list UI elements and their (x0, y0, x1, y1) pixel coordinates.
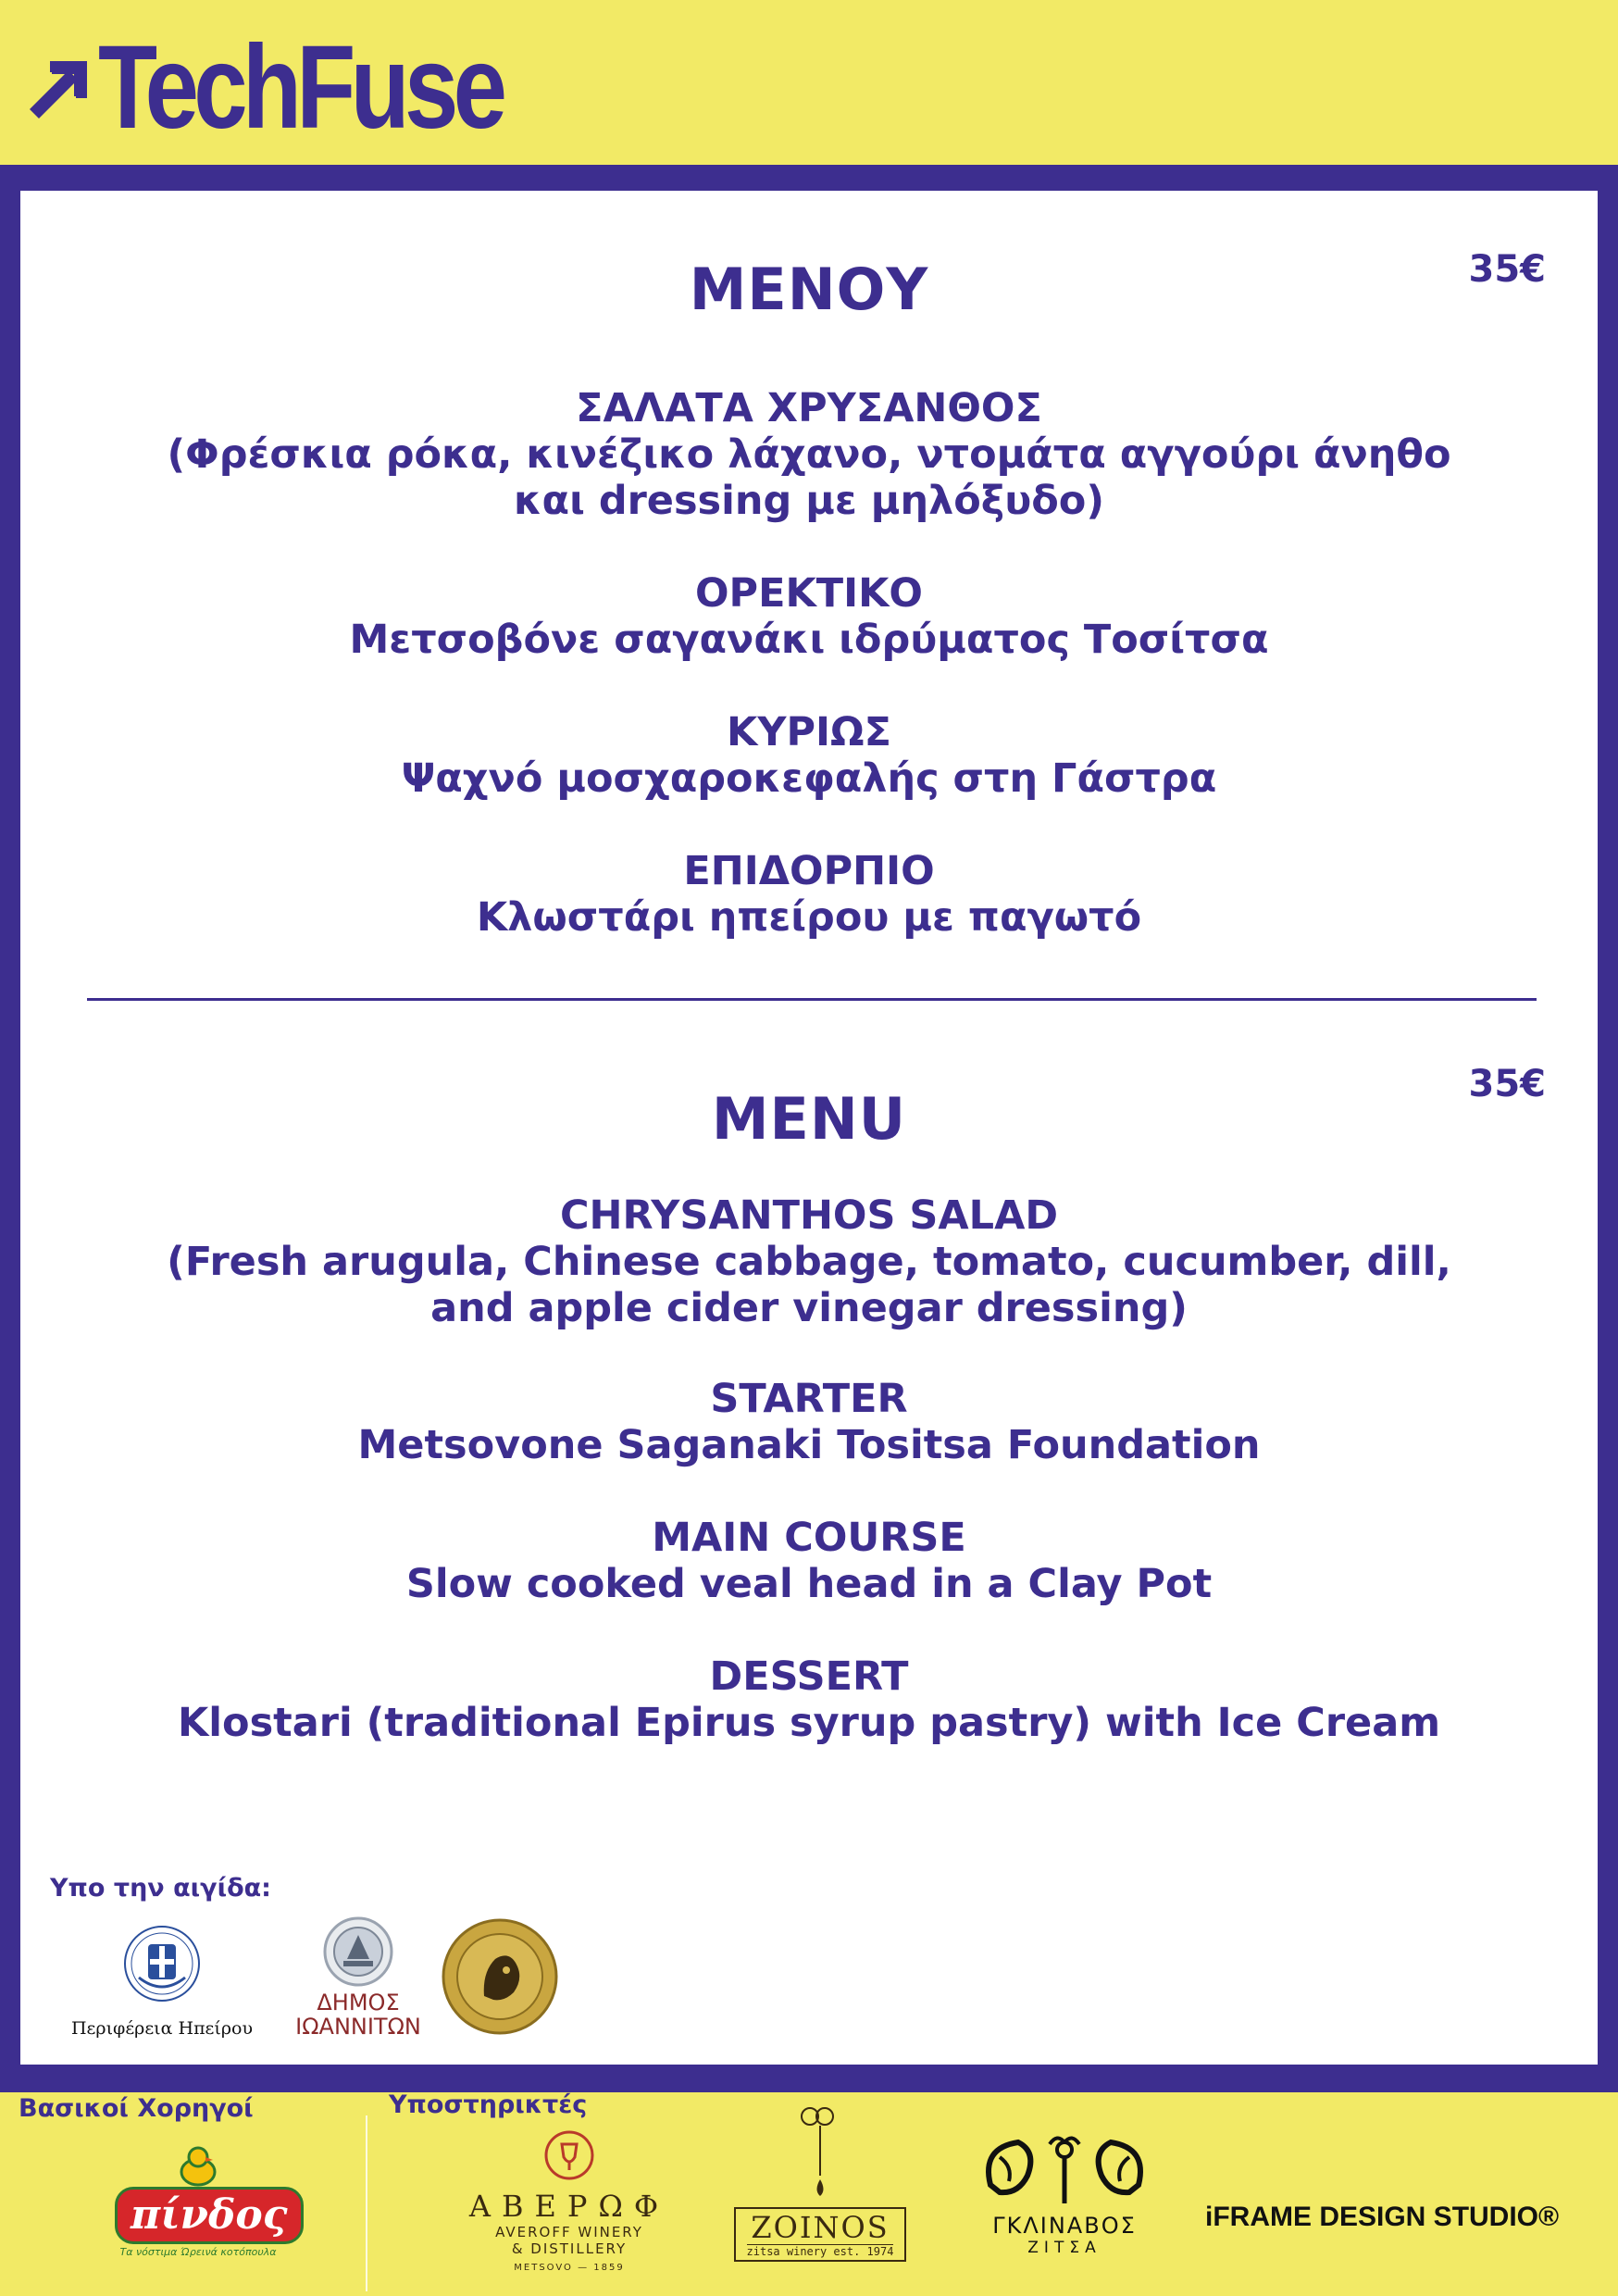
logo-caption: Περιφέρεια Ηπείρου (70, 2018, 254, 2039)
main-sponsors-label: Βασικοί Χορηγοί (19, 2094, 254, 2123)
course-description: Klostari (traditional Epirus syrup pastry) with Ice Cream (177, 1700, 1441, 1746)
chamber-logo (442, 1918, 562, 2039)
course-heading: ΕΠΙΔΟΡΠΙΟ (683, 848, 935, 894)
municipality-ioannina-logo (270, 1915, 446, 2063)
course-description: Κλωστάρι ηπείρου με παγωτό (476, 894, 1142, 941)
averoff-sub: METSOVO — 1859 (514, 2263, 625, 2273)
techfuse-logo (28, 21, 591, 154)
averoff-crest-icon (543, 2129, 595, 2181)
course-description: (Fresh arugula, Chinese cabbage, tomato, cucumber, dill, (167, 1239, 1451, 1285)
zoinos-box (734, 2207, 907, 2262)
zoinos-wordmark: ZOINOS (751, 2210, 890, 2245)
english-course-main (20, 1515, 1598, 1607)
averoff-wordmark: ΑΒΕΡΩΦ (468, 2189, 670, 2224)
pindos-logo (115, 2146, 288, 2276)
averoff-logo (454, 2129, 685, 2287)
municipality-seal-icon (321, 1915, 395, 1989)
english-course-salad (20, 1192, 1598, 1331)
header (0, 0, 1618, 165)
arrow-icon (28, 56, 93, 120)
english-course-starter (20, 1376, 1598, 1468)
course-description: Slow cooked veal head in a Clay Pot (405, 1561, 1213, 1607)
greek-course-salad (20, 385, 1598, 524)
greek-price: 35€ (1468, 248, 1546, 291)
course-heading: DESSERT (709, 1653, 909, 1700)
greek-course-dessert (20, 848, 1598, 941)
course-description: Μετσοβόνε σαγανάκι ιδρύματος Τοσίτσα (349, 617, 1269, 663)
course-description: (Φρέσκια ρόκα, κινέζικο λάχανο, ντομάτα αγγούρι άνηθο (167, 431, 1451, 478)
course-heading: ΚΥΡΙΩΣ (727, 709, 891, 755)
course-heading: ΣΑΛΑΤΑ ΧΡΥΣΑΝΘΟΣ (576, 385, 1042, 431)
patronage-label: Υπο την αιγίδα: (50, 1874, 271, 1903)
zoinos-logo (728, 2103, 913, 2279)
course-description: and apple cider vinegar dressing) (430, 1285, 1188, 1331)
course-heading: ΟΡΕΚΤΙΚΟ (695, 570, 923, 617)
region-epirus-logo (46, 1922, 278, 2061)
greek-course-starter (20, 570, 1598, 663)
zoinos-sub: zitsa winery est. 1974 (746, 2245, 894, 2258)
english-course-dessert (20, 1653, 1598, 1746)
section-divider (87, 998, 1537, 1001)
greek-menu-title: ΜΕΝΟΥ (689, 256, 929, 323)
course-description: Metsovone Saganaki Tositsa Foundation (357, 1422, 1261, 1468)
english-price: 35€ (1468, 1063, 1546, 1105)
course-description: και dressing με μηλόξυδο) (514, 478, 1104, 524)
chamber-coin-icon (442, 1918, 558, 2035)
greek-course-main (20, 709, 1598, 802)
logo-caption: ΔΗΜΟΣ (317, 1990, 400, 2015)
averoff-sub: AVEROFF WINERY (495, 2224, 643, 2240)
zoinos-drop-icon (788, 2103, 853, 2205)
english-menu-title: MENU (711, 1085, 907, 1153)
averoff-sub: & DISTILLERY (511, 2240, 628, 2257)
course-description: Ψαχνό μοσχαροκεφαλής στη Γάστρα (401, 755, 1217, 802)
iframe-logo: iFRAME DESIGN STUDIO® (1205, 2202, 1560, 2232)
greek-emblem-icon (120, 1922, 204, 2005)
logo-caption: ΙΩΑΝΝΙΤΩΝ (295, 2014, 421, 2040)
pindos-wordmark: πίνδος (115, 2187, 304, 2244)
course-heading: MAIN COURSE (652, 1515, 966, 1561)
menu-panel (20, 191, 1598, 2065)
glinavos-birds-icon (972, 2129, 1157, 2209)
sponsor-separator (366, 2115, 367, 2291)
course-heading: STARTER (710, 1376, 908, 1422)
glinavos-wordmark: ΓΚΛΙΝΑΒΟΣ (992, 2213, 1137, 2239)
brand-name: TechFuse (98, 21, 503, 154)
pindos-tagline: Τα νόστιμα Ώρεινά κοτόπουλα (119, 2246, 277, 2258)
course-heading: CHRYSANTHOS SALAD (559, 1192, 1059, 1239)
pindos-chick-icon (170, 2146, 226, 2187)
glinavos-sub: ΖΙΤΣΑ (1027, 2239, 1101, 2257)
supporters-label: Υποστηρικτές (389, 2090, 588, 2119)
glinavos-logo (963, 2129, 1166, 2287)
